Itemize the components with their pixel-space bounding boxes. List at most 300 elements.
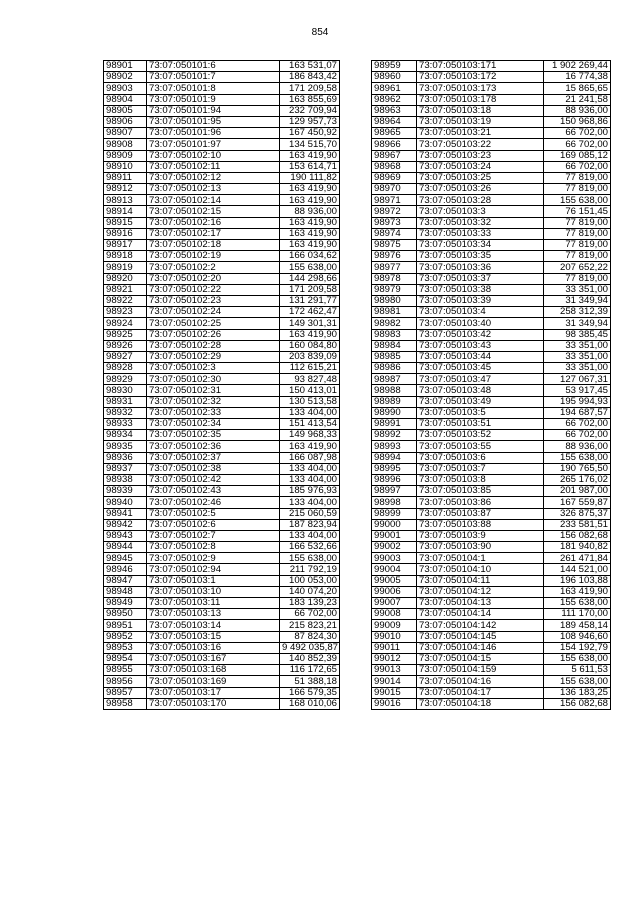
cadastral-value: 163 419,90 bbox=[280, 195, 340, 206]
table-row bbox=[104, 463, 340, 474]
table-row bbox=[372, 542, 611, 553]
row-number: 98947 bbox=[104, 575, 147, 586]
cadastral-value: 207 652,22 bbox=[544, 262, 611, 273]
cadastral-value: 149 301,31 bbox=[280, 318, 340, 329]
cadastral-number: 73:07:050103:170 bbox=[147, 698, 280, 709]
row-number: 98918 bbox=[104, 251, 147, 262]
cadastral-number: 73:07:050104:146 bbox=[417, 642, 544, 653]
cadastral-number: 73:07:050102:33 bbox=[147, 407, 280, 418]
cadastral-value: 1 902 269,44 bbox=[544, 61, 611, 72]
row-number: 98982 bbox=[372, 318, 417, 329]
cadastral-number: 73:07:050103:21 bbox=[417, 128, 544, 139]
cadastral-number: 73:07:050103:55 bbox=[417, 441, 544, 452]
table-row bbox=[372, 284, 611, 295]
cadastral-value: 163 419,90 bbox=[280, 217, 340, 228]
cadastral-value: 155 638,00 bbox=[544, 598, 611, 609]
row-number: 98927 bbox=[104, 351, 147, 362]
cadastral-number: 73:07:050102:94 bbox=[147, 564, 280, 575]
table-row bbox=[104, 307, 340, 318]
cadastral-value: 16 774,38 bbox=[544, 72, 611, 83]
cadastral-number: 73:07:050102:3 bbox=[147, 363, 280, 374]
table-row bbox=[372, 620, 611, 631]
cadastral-number: 73:07:050103:167 bbox=[147, 653, 280, 664]
row-number: 98969 bbox=[372, 172, 417, 183]
cadastral-number: 73:07:050102:12 bbox=[147, 172, 280, 183]
cadastral-value: 168 010,06 bbox=[280, 698, 340, 709]
row-number: 98977 bbox=[372, 262, 417, 273]
cadastral-value: 31 349,94 bbox=[544, 318, 611, 329]
cadastral-value: 33 351,00 bbox=[544, 351, 611, 362]
cadastral-value: 33 351,00 bbox=[544, 284, 611, 295]
cadastral-value: 77 819,00 bbox=[544, 172, 611, 183]
table-row bbox=[104, 530, 340, 541]
cadastral-number: 73:07:050101:9 bbox=[147, 94, 280, 105]
cadastral-value: 88 936,00 bbox=[280, 206, 340, 217]
cadastral-value: 154 192,79 bbox=[544, 642, 611, 653]
cadastral-number: 73:07:050102:34 bbox=[147, 419, 280, 430]
row-number: 98904 bbox=[104, 94, 147, 105]
cadastral-number: 73:07:050101:95 bbox=[147, 116, 280, 127]
cadastral-number: 73:07:050103:33 bbox=[417, 228, 544, 239]
table-row bbox=[372, 351, 611, 362]
cadastral-value: 203 839,09 bbox=[280, 351, 340, 362]
table-row bbox=[104, 161, 340, 172]
table-row bbox=[104, 553, 340, 564]
cadastral-value: 133 404,00 bbox=[280, 463, 340, 474]
table-row bbox=[104, 486, 340, 497]
table-row bbox=[372, 553, 611, 564]
cadastral-value: 163 419,90 bbox=[280, 228, 340, 239]
cadastral-number: 73:07:050104:12 bbox=[417, 586, 544, 597]
cadastral-value: 15 865,65 bbox=[544, 83, 611, 94]
row-number: 98953 bbox=[104, 642, 147, 653]
table-row bbox=[372, 195, 611, 206]
row-number: 98974 bbox=[372, 228, 417, 239]
cadastral-value: 88 936,00 bbox=[544, 105, 611, 116]
cadastral-number: 73:07:050103:168 bbox=[147, 665, 280, 676]
cadastral-value: 133 404,00 bbox=[280, 407, 340, 418]
cadastral-number: 73:07:050103:45 bbox=[417, 363, 544, 374]
cadastral-number: 73:07:050103:26 bbox=[417, 184, 544, 195]
cadastral-value: 140 074,20 bbox=[280, 586, 340, 597]
cadastral-number: 73:07:050101:8 bbox=[147, 83, 280, 94]
cadastral-value: 265 176,02 bbox=[544, 474, 611, 485]
cadastral-number: 73:07:050103:10 bbox=[147, 586, 280, 597]
table-row bbox=[104, 374, 340, 385]
row-number: 98984 bbox=[372, 340, 417, 351]
row-number: 98997 bbox=[372, 486, 417, 497]
table-row bbox=[104, 564, 340, 575]
row-number: 98915 bbox=[104, 217, 147, 228]
row-number: 98942 bbox=[104, 519, 147, 530]
cadastral-value: 33 351,00 bbox=[544, 363, 611, 374]
cadastral-number: 73:07:050103:49 bbox=[417, 396, 544, 407]
row-number: 98924 bbox=[104, 318, 147, 329]
table-row bbox=[104, 72, 340, 83]
table-row bbox=[104, 642, 340, 653]
cadastral-number: 73:07:050103:16 bbox=[147, 642, 280, 653]
cadastral-number: 73:07:050103:173 bbox=[417, 83, 544, 94]
table-row bbox=[104, 519, 340, 530]
table-row bbox=[372, 329, 611, 340]
table-row bbox=[372, 139, 611, 150]
row-number: 98919 bbox=[104, 262, 147, 273]
cadastral-value: 156 082,68 bbox=[544, 698, 611, 709]
row-number: 98934 bbox=[104, 430, 147, 441]
table-row bbox=[104, 284, 340, 295]
table-row bbox=[104, 184, 340, 195]
cadastral-number: 73:07:050103:5 bbox=[417, 407, 544, 418]
table-row bbox=[372, 497, 611, 508]
row-number: 99000 bbox=[372, 519, 417, 530]
row-number: 98951 bbox=[104, 620, 147, 631]
table-row bbox=[372, 430, 611, 441]
cadastral-value: 167 559,87 bbox=[544, 497, 611, 508]
row-number: 98970 bbox=[372, 184, 417, 195]
cadastral-number: 73:07:050103:87 bbox=[417, 508, 544, 519]
row-number: 98941 bbox=[104, 508, 147, 519]
cadastral-value: 155 638,00 bbox=[280, 553, 340, 564]
cadastral-number: 73:07:050102:43 bbox=[147, 486, 280, 497]
row-number: 98938 bbox=[104, 474, 147, 485]
row-number: 98939 bbox=[104, 486, 147, 497]
cadastral-value: 66 702,00 bbox=[544, 139, 611, 150]
row-number: 98909 bbox=[104, 150, 147, 161]
cadastral-number: 73:07:050104:145 bbox=[417, 631, 544, 642]
cadastral-number: 73:07:050103:22 bbox=[417, 139, 544, 150]
table-row bbox=[372, 128, 611, 139]
cadastral-value: 166 034,62 bbox=[280, 251, 340, 262]
cadastral-number: 73:07:050103:86 bbox=[417, 497, 544, 508]
cadastral-value: 186 843,42 bbox=[280, 72, 340, 83]
row-number: 98903 bbox=[104, 83, 147, 94]
cadastral-value: 150 413,01 bbox=[280, 385, 340, 396]
cadastral-number: 73:07:050104:16 bbox=[417, 676, 544, 687]
table-row bbox=[372, 452, 611, 463]
row-number: 98990 bbox=[372, 407, 417, 418]
table-row bbox=[104, 94, 340, 105]
cadastral-value: 66 702,00 bbox=[544, 161, 611, 172]
cadastral-number: 73:07:050104:10 bbox=[417, 564, 544, 575]
table-row bbox=[104, 508, 340, 519]
cadastral-number: 73:07:050104:18 bbox=[417, 698, 544, 709]
row-number: 98905 bbox=[104, 105, 147, 116]
cadastral-number: 73:07:050103:15 bbox=[147, 631, 280, 642]
row-number: 99008 bbox=[372, 609, 417, 620]
cadastral-value: 261 471,84 bbox=[544, 553, 611, 564]
cadastral-value: 166 532,66 bbox=[280, 542, 340, 553]
row-number: 98989 bbox=[372, 396, 417, 407]
table-row bbox=[104, 665, 340, 676]
row-number: 98925 bbox=[104, 329, 147, 340]
cadastral-number: 73:07:050102:13 bbox=[147, 184, 280, 195]
cadastral-value: 163 419,90 bbox=[280, 150, 340, 161]
cadastral-number: 73:07:050101:96 bbox=[147, 128, 280, 139]
cadastral-value: 33 351,00 bbox=[544, 340, 611, 351]
cadastral-number: 73:07:050102:2 bbox=[147, 262, 280, 273]
row-number: 98937 bbox=[104, 463, 147, 474]
cadastral-value: 156 082,68 bbox=[544, 530, 611, 541]
row-number: 99014 bbox=[372, 676, 417, 687]
cadastral-number: 73:07:050102:36 bbox=[147, 441, 280, 452]
row-number: 98976 bbox=[372, 251, 417, 262]
table-row bbox=[104, 128, 340, 139]
cadastral-value: 66 702,00 bbox=[544, 419, 611, 430]
table-row bbox=[372, 240, 611, 251]
row-number: 98987 bbox=[372, 374, 417, 385]
cadastral-number: 73:07:050104:13 bbox=[417, 598, 544, 609]
cadastral-value: 258 312,39 bbox=[544, 307, 611, 318]
table-row bbox=[104, 150, 340, 161]
cadastral-number: 73:07:050102:7 bbox=[147, 530, 280, 541]
cadastral-value: 215 060,59 bbox=[280, 508, 340, 519]
row-number: 98979 bbox=[372, 284, 417, 295]
cadastral-number: 73:07:050102:5 bbox=[147, 508, 280, 519]
cadastral-number: 73:07:050103:35 bbox=[417, 251, 544, 262]
row-number: 98992 bbox=[372, 430, 417, 441]
cadastral-number: 73:07:050104:11 bbox=[417, 575, 544, 586]
row-number: 98957 bbox=[104, 687, 147, 698]
row-number: 98926 bbox=[104, 340, 147, 351]
table-row bbox=[372, 530, 611, 541]
cadastral-number: 73:07:050102:8 bbox=[147, 542, 280, 553]
table-row bbox=[104, 598, 340, 609]
row-number: 98907 bbox=[104, 128, 147, 139]
row-number: 98908 bbox=[104, 139, 147, 150]
cadastral-value: 131 291,77 bbox=[280, 295, 340, 306]
left-register-table bbox=[103, 60, 340, 710]
row-number: 98936 bbox=[104, 452, 147, 463]
cadastral-number: 73:07:050103:39 bbox=[417, 295, 544, 306]
row-number: 98966 bbox=[372, 139, 417, 150]
row-number: 98967 bbox=[372, 150, 417, 161]
row-number: 98945 bbox=[104, 553, 147, 564]
cadastral-value: 77 819,00 bbox=[544, 273, 611, 284]
table-row bbox=[372, 72, 611, 83]
table-row bbox=[104, 262, 340, 273]
row-number: 98995 bbox=[372, 463, 417, 474]
table-row bbox=[104, 676, 340, 687]
cadastral-value: 163 855,69 bbox=[280, 94, 340, 105]
cadastral-number: 73:07:050103:85 bbox=[417, 486, 544, 497]
cadastral-number: 73:07:050102:29 bbox=[147, 351, 280, 362]
cadastral-number: 73:07:050102:38 bbox=[147, 463, 280, 474]
table-row bbox=[372, 687, 611, 698]
cadastral-number: 73:07:050103:7 bbox=[417, 463, 544, 474]
row-number: 98960 bbox=[372, 72, 417, 83]
cadastral-value: 167 450,92 bbox=[280, 128, 340, 139]
cadastral-value: 160 084,80 bbox=[280, 340, 340, 351]
table-row bbox=[104, 116, 340, 127]
table-row bbox=[372, 486, 611, 497]
table-row bbox=[104, 83, 340, 94]
row-number: 98920 bbox=[104, 273, 147, 284]
table-row bbox=[104, 105, 340, 116]
table-row bbox=[372, 228, 611, 239]
cadastral-value: 155 638,00 bbox=[544, 195, 611, 206]
cadastral-number: 73:07:050102:37 bbox=[147, 452, 280, 463]
row-number: 99007 bbox=[372, 598, 417, 609]
table-row bbox=[372, 474, 611, 485]
cadastral-value: 98 385,45 bbox=[544, 329, 611, 340]
cadastral-value: 172 462,47 bbox=[280, 307, 340, 318]
cadastral-number: 73:07:050103:169 bbox=[147, 676, 280, 687]
table-row bbox=[372, 340, 611, 351]
table-row bbox=[372, 385, 611, 396]
row-number: 98973 bbox=[372, 217, 417, 228]
cadastral-number: 73:07:050101:6 bbox=[147, 61, 280, 72]
cadastral-value: 155 638,00 bbox=[544, 676, 611, 687]
table-row bbox=[372, 94, 611, 105]
row-number: 98931 bbox=[104, 396, 147, 407]
table-row bbox=[372, 642, 611, 653]
row-number: 98965 bbox=[372, 128, 417, 139]
cadastral-value: 171 209,58 bbox=[280, 83, 340, 94]
cadastral-number: 73:07:050103:23 bbox=[417, 150, 544, 161]
cadastral-number: 73:07:050103:19 bbox=[417, 116, 544, 127]
table-row bbox=[104, 452, 340, 463]
cadastral-value: 136 183,25 bbox=[544, 687, 611, 698]
row-number: 99002 bbox=[372, 542, 417, 553]
table-row bbox=[104, 631, 340, 642]
table-row bbox=[104, 351, 340, 362]
row-number: 98955 bbox=[104, 665, 147, 676]
row-number: 98996 bbox=[372, 474, 417, 485]
cadastral-number: 73:07:050102:15 bbox=[147, 206, 280, 217]
cadastral-value: 93 827,48 bbox=[280, 374, 340, 385]
cadastral-number: 73:07:050103:172 bbox=[417, 72, 544, 83]
cadastral-value: 111 170,00 bbox=[544, 609, 611, 620]
cadastral-value: 149 968,33 bbox=[280, 430, 340, 441]
page-number: 854 bbox=[311, 27, 329, 38]
row-number: 99012 bbox=[372, 653, 417, 664]
cadastral-value: 5 611,53 bbox=[544, 665, 611, 676]
cadastral-number: 73:07:050102:42 bbox=[147, 474, 280, 485]
row-number: 98930 bbox=[104, 385, 147, 396]
row-number: 98933 bbox=[104, 419, 147, 430]
table-row bbox=[372, 363, 611, 374]
table-row bbox=[104, 497, 340, 508]
row-number: 98940 bbox=[104, 497, 147, 508]
cadastral-number: 73:07:050103:51 bbox=[417, 419, 544, 430]
cadastral-value: 166 087,98 bbox=[280, 452, 340, 463]
row-number: 98978 bbox=[372, 273, 417, 284]
table-row bbox=[372, 609, 611, 620]
row-number: 98901 bbox=[104, 61, 147, 72]
cadastral-value: 51 388,18 bbox=[280, 676, 340, 687]
row-number: 98972 bbox=[372, 206, 417, 217]
cadastral-number: 73:07:050103:38 bbox=[417, 284, 544, 295]
cadastral-value: 150 968,86 bbox=[544, 116, 611, 127]
row-number: 99001 bbox=[372, 530, 417, 541]
cadastral-number: 73:07:050102:25 bbox=[147, 318, 280, 329]
cadastral-value: 201 987,00 bbox=[544, 486, 611, 497]
table-row bbox=[104, 240, 340, 251]
cadastral-value: 66 702,00 bbox=[544, 128, 611, 139]
cadastral-value: 163 419,90 bbox=[280, 441, 340, 452]
table-row bbox=[372, 519, 611, 530]
table-row bbox=[104, 687, 340, 698]
row-number: 98906 bbox=[104, 116, 147, 127]
row-number: 98946 bbox=[104, 564, 147, 575]
table-row bbox=[372, 307, 611, 318]
cadastral-number: 73:07:050103:9 bbox=[417, 530, 544, 541]
row-number: 99016 bbox=[372, 698, 417, 709]
cadastral-number: 73:07:050103:52 bbox=[417, 430, 544, 441]
table-row bbox=[104, 620, 340, 631]
table-row bbox=[104, 407, 340, 418]
table-row bbox=[104, 295, 340, 306]
cadastral-value: 163 531,07 bbox=[280, 61, 340, 72]
table-row bbox=[372, 407, 611, 418]
cadastral-number: 73:07:050102:31 bbox=[147, 385, 280, 396]
table-row bbox=[372, 653, 611, 664]
row-number: 99013 bbox=[372, 665, 417, 676]
row-number: 98968 bbox=[372, 161, 417, 172]
cadastral-value: 187 823,94 bbox=[280, 519, 340, 530]
cadastral-value: 190 765,50 bbox=[544, 463, 611, 474]
cadastral-value: 100 053,00 bbox=[280, 575, 340, 586]
row-number: 98902 bbox=[104, 72, 147, 83]
row-number: 99015 bbox=[372, 687, 417, 698]
cadastral-number: 73:07:050103:24 bbox=[417, 161, 544, 172]
row-number: 98975 bbox=[372, 240, 417, 251]
row-number: 98949 bbox=[104, 598, 147, 609]
cadastral-value: 66 702,00 bbox=[280, 609, 340, 620]
cadastral-value: 21 241,58 bbox=[544, 94, 611, 105]
cadastral-number: 73:07:050103:4 bbox=[417, 307, 544, 318]
cadastral-value: 163 419,90 bbox=[544, 586, 611, 597]
cadastral-number: 73:07:050103:90 bbox=[417, 542, 544, 553]
row-number: 99011 bbox=[372, 642, 417, 653]
cadastral-value: 163 419,90 bbox=[280, 184, 340, 195]
table-row bbox=[372, 251, 611, 262]
row-number: 98910 bbox=[104, 161, 147, 172]
row-number: 98956 bbox=[104, 676, 147, 687]
row-number: 98943 bbox=[104, 530, 147, 541]
cadastral-number: 73:07:050103:47 bbox=[417, 374, 544, 385]
row-number: 99005 bbox=[372, 575, 417, 586]
cadastral-value: 166 579,35 bbox=[280, 687, 340, 698]
row-number: 98963 bbox=[372, 105, 417, 116]
table-row bbox=[104, 575, 340, 586]
row-number: 98986 bbox=[372, 363, 417, 374]
row-number: 98991 bbox=[372, 419, 417, 430]
table-row bbox=[104, 441, 340, 452]
row-number: 98999 bbox=[372, 508, 417, 519]
table-row bbox=[372, 161, 611, 172]
row-number: 98922 bbox=[104, 295, 147, 306]
table-row bbox=[372, 665, 611, 676]
cadastral-value: 76 151,45 bbox=[544, 206, 611, 217]
cadastral-value: 9 492 035,87 bbox=[280, 642, 340, 653]
table-row bbox=[372, 441, 611, 452]
row-number: 98944 bbox=[104, 542, 147, 553]
row-number: 98954 bbox=[104, 653, 147, 664]
cadastral-number: 73:07:050101:97 bbox=[147, 139, 280, 150]
cadastral-value: 215 823,21 bbox=[280, 620, 340, 631]
table-row bbox=[104, 139, 340, 150]
row-number: 98912 bbox=[104, 184, 147, 195]
cadastral-value: 108 946,60 bbox=[544, 631, 611, 642]
cadastral-number: 73:07:050103:1 bbox=[147, 575, 280, 586]
row-number: 98983 bbox=[372, 329, 417, 340]
cadastral-value: 112 615,21 bbox=[280, 363, 340, 374]
cadastral-number: 73:07:050103:32 bbox=[417, 217, 544, 228]
cadastral-number: 73:07:050103:6 bbox=[417, 452, 544, 463]
table-row bbox=[104, 340, 340, 351]
cadastral-value: 144 521,00 bbox=[544, 564, 611, 575]
